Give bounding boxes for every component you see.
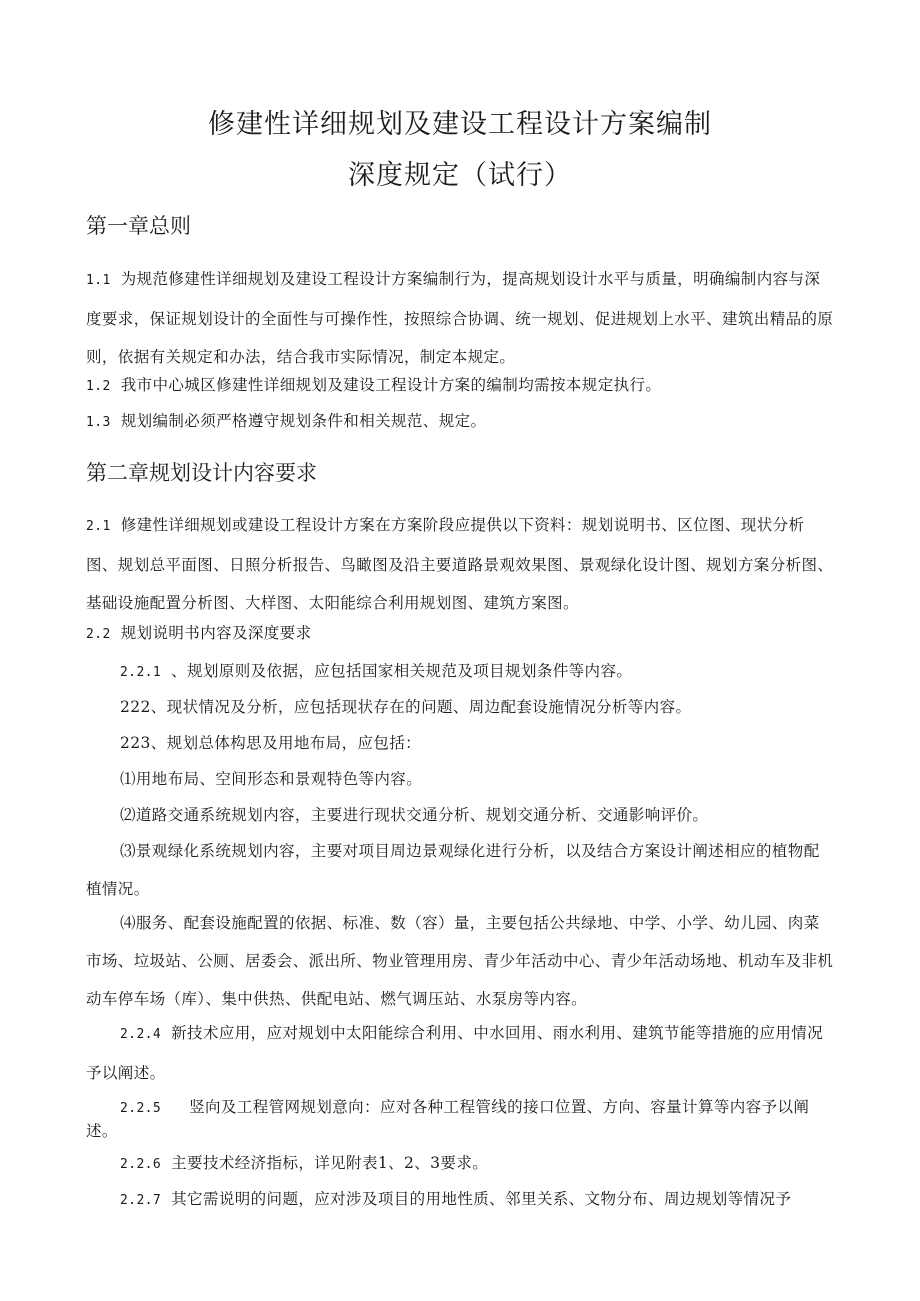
list-item-3: ⑶景观绿化系统规划内容，主要对项目周边景观绿化进行分析，以及结合方案设计阐述相应的植物配植情况。 [86, 842, 820, 898]
clause-number: 1.3 [86, 415, 111, 430]
list-item-1: ⑴用地布局、空间形态和景观特色等内容。 [120, 770, 423, 788]
clause-number: 1.2 [86, 379, 111, 394]
chapter2-heading: 第二章规划设计内容要求 [86, 461, 317, 485]
clause-text: 修建性详细规划或建设工程设计方案在方案阶段应提供以下资料：规划说明书、区位图、现状分析图、规划总平面图、日照分析报告、鸟瞰图及沿主要道路景观效果图、景观绿化设计图、规划方案分析图、基础设施配置分析图、大样图、太阳能综合利用规划图、建筑方案图。 [86, 516, 834, 612]
chapter1-heading: 第一章总则 [86, 214, 191, 238]
clause-text: 竖向及工程管网规划意向：应对各种工程管线的接口位置、方向、容量计算等内容予以阐述。 [86, 1098, 810, 1140]
clause-text: 新技术应用，应对规划中太阳能综合利用、中水回用、雨水利用、建筑节能等措施的应用情况予以阐述。 [86, 1024, 824, 1082]
paragraph-2-2-5 [86, 1096, 834, 1142]
paragraph-2-2-4 [86, 1014, 834, 1092]
paragraph-2-2 [86, 614, 834, 654]
paragraph-1-2 [86, 366, 834, 406]
paragraph-2-2-2: 222、现状情况及分析，应包括现状存在的问题、周边配套设施情况分析等内容。 [120, 698, 692, 716]
clause-text: 规划说明书内容及深度要求 [120, 624, 312, 642]
clause-number: 2.2 [86, 627, 111, 642]
clause-number: 2.2.7 [120, 1193, 162, 1208]
clause-text: 其它需说明的问题，应对涉及项目的用地性质、邻里关系、文物分布、周边规划等情况予 [171, 1190, 792, 1208]
paragraph-2-2-7 [120, 1180, 840, 1220]
clause-number: 2.2.5 [120, 1101, 162, 1116]
paragraph-1-1 [86, 260, 834, 376]
clause-text: 我市中心城区修建性详细规划及建设工程设计方案的编制均需按本规定执行。 [120, 376, 662, 394]
clause-text: 主要技术经济指标，详见附表1、2、3要求。 [171, 1154, 489, 1172]
clause-text: 规划编制必须严格遵守规划条件和相关规范、规定。 [120, 412, 487, 430]
document-title-line1: 修建性详细规划及建设工程设计方案编制 [208, 109, 712, 140]
paragraph-2-2-3: 223、规划总体构思及用地布局，应包括： [120, 734, 422, 752]
document-title-line2: 深度规定（试行） [348, 160, 572, 191]
list-item-2: ⑵道路交通系统规划内容，主要进行现状交通分析、规划交通分析、交通影响评价。 [120, 806, 709, 824]
clause-text: 、规划原则及依据，应包括国家相关规范及项目规划条件等内容。 [171, 662, 633, 680]
paragraph-2-2-1 [120, 652, 834, 692]
clause-number: 2.2.6 [120, 1157, 162, 1172]
paragraph-2-1 [86, 506, 834, 622]
clause-number: 2.2.1 [120, 665, 162, 680]
clause-number: 2.1 [86, 519, 111, 534]
list-item-4: ⑷服务、配套设施配置的依据、标准、数（容）量，主要包括公共绿地、中学、小学、幼儿园、肉菜市场、垃圾站、公厕、居委会、派出所、物业管理用房、青少年活动中心、青少年活动场地、机动车及非机动车停车场（库）、集中供热、供配电站、燃气调压站、水泵房等内容。 [86, 914, 834, 1008]
clause-number: 2.2.4 [120, 1027, 162, 1042]
paragraph-1-3 [86, 402, 834, 442]
clause-number: 1.1 [86, 273, 111, 288]
paragraph-2-2-6 [120, 1144, 834, 1184]
clause-text: 为规范修建性详细规划及建设工程设计方案编制行为，提高规划设计水平与质量，明确编制内容与深度要求，保证规划设计的全面性与可操作性，按照综合协调、统一规划、促进规划上水平、建筑出精品的原则，依据有关规定和办法，结合我市实际情况，制定本规定。 [86, 270, 834, 366]
